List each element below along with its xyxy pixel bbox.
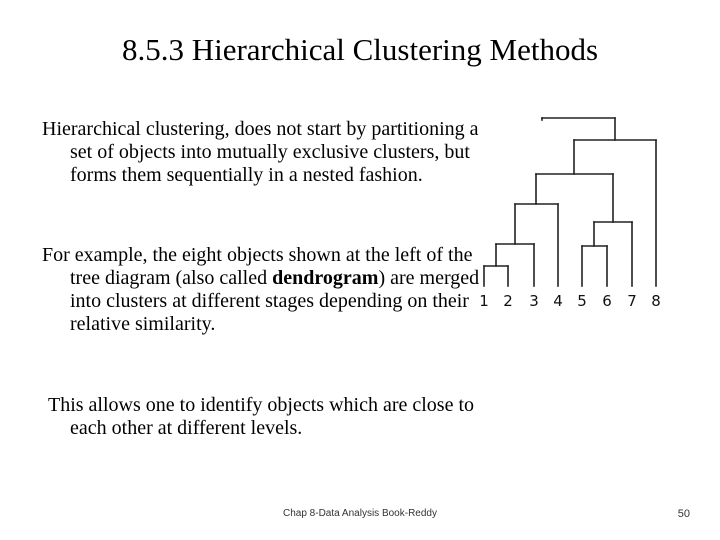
leaf-label: 5 [577,292,587,310]
slide-title: 8.5.3 Hierarchical Clustering Methods [121,32,599,67]
paragraph-example [42,244,480,336]
paragraph-definition: Hierarchical clustering, does not start by partitioning a set of objects into mutually exclusive clusters, but forms them sequentially in a nested fashion. [42,118,479,186]
leaf-label: 3 [529,292,539,310]
leaf-label: 6 [602,292,612,310]
leaf-label: 4 [553,292,563,310]
dendrogram-term: dendrogram [272,267,379,289]
leaf-label: 8 [651,292,661,310]
slide-footer: Chap 8-Data Analysis Book-Reddy [283,508,437,519]
leaf-label: 1 [479,292,489,310]
example-text-end: ) are merged into clusters at different stages depending on their relative similarity. [70,267,480,335]
page-number: 50 [677,508,690,520]
paragraph-usage: This allows one to identify objects which are close to each other at different levels. [48,394,475,439]
example-text-start: For example, the eight objects shown at the left of the tree diagram (also called [42,244,473,289]
leaf-label: 7 [627,292,637,310]
leaf-label: 2 [503,292,513,310]
dendrogram-diagram [470,110,700,320]
